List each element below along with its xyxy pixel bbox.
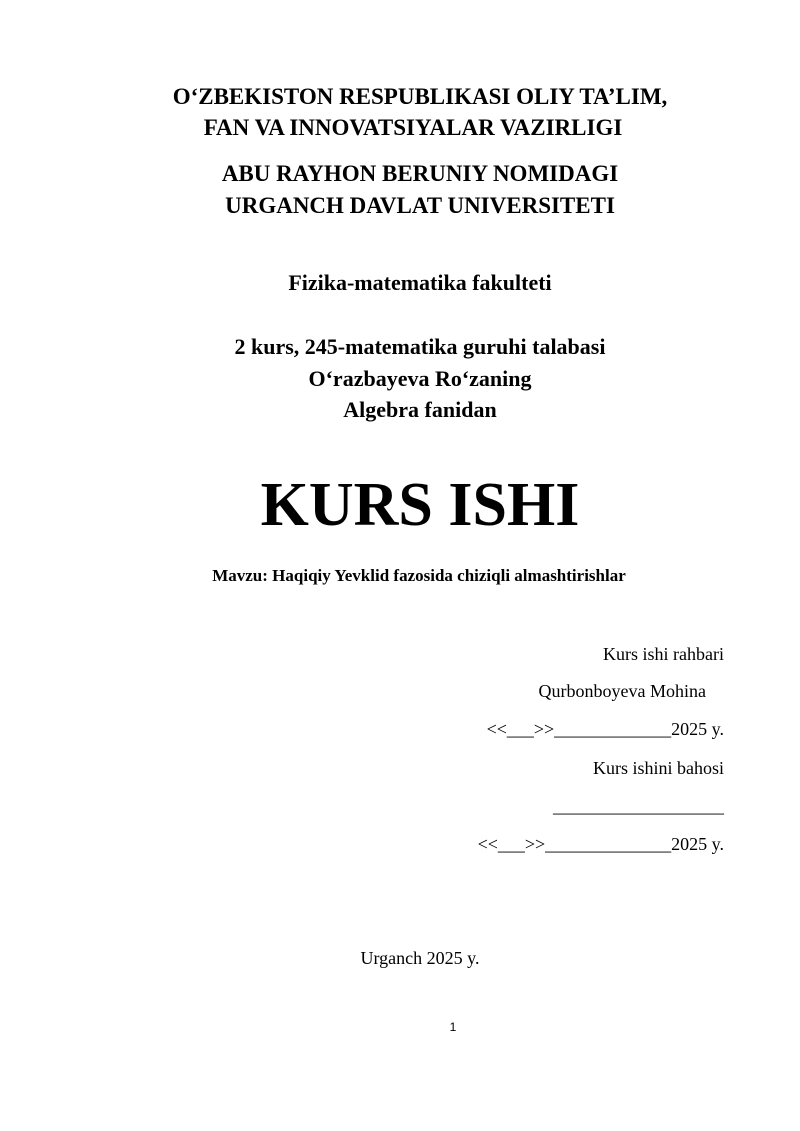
university-line-2: URGANCH DAVLAT UNIVERSITETI	[225, 193, 615, 218]
topic-line: Mavzu: Haqiqiy Yevklid fazosida chiziqli almashtirishlar	[212, 566, 626, 585]
university-line-1: ABU RAYHON BERUNIY NOMIDAGI	[221, 161, 619, 186]
document-title: KURS ISHI	[260, 471, 580, 539]
page-number: 1	[449, 1020, 457, 1034]
city-year: Urganch 2025 y.	[360, 948, 480, 968]
student-course-group: 2 kurs, 245-matematika guruhi talabasi	[234, 334, 606, 359]
student-name: O‘razbayeva Ro‘zaning	[308, 366, 532, 391]
supervisor-date-line: <<___>>_____________2025 y.	[486, 719, 724, 739]
ministry-line-1: O‘ZBEKISTON RESPUBLIKASI OLIY TA’LIM,	[172, 84, 668, 109]
grade-date-line: <<___>>______________2025 y.	[477, 834, 724, 854]
supervisor-name: Qurbonboyeva Mohina	[538, 681, 706, 701]
grade-label: Kurs ishini bahosi	[592, 758, 724, 778]
ministry-line-2: FAN VA INNOVATSIYALAR VAZIRLIGI	[203, 115, 623, 140]
supervisor-label: Kurs ishi rahbari	[603, 644, 724, 664]
subject-name: Algebra fanidan	[343, 397, 497, 422]
grade-blank-line: ___________________	[553, 796, 724, 816]
faculty-name: Fizika-matematika fakulteti	[288, 270, 552, 295]
